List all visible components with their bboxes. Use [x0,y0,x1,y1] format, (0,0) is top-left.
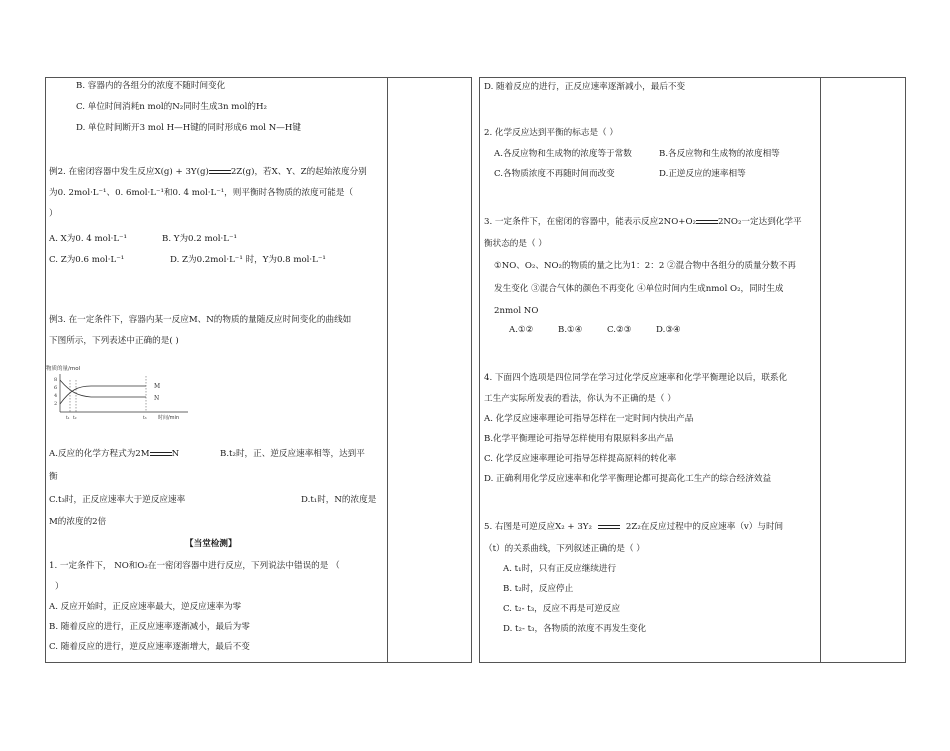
graph-ytick: 2 [54,401,58,407]
left-line: B. 容器内的各组分的浓度不随时间变化 [76,81,226,91]
q3-option-d: D.③④ [656,325,681,335]
left-line: B. 随着反应的进行，正反应速率逐渐减小，最后为零 [49,622,250,632]
equilibrium-arrow-icon [209,169,231,175]
example3-option-d: D.t₁时，N的浓度是 [301,495,377,505]
right-column-divider [820,77,821,663]
mn-time-graph [46,362,196,424]
graph-xtick: t₁ [66,416,70,421]
equilibrium-arrow-icon [150,451,172,457]
q5-text: 5. 右图是可逆反应X₂ + 3Y₂ [484,522,592,532]
left-line: D. 单位时间断开3 mol H—H键的同时形成6 mol N—H键 [76,123,301,133]
equilibrium-arrow-icon [696,219,718,225]
graph-series-m: M [154,383,161,390]
graph-xtick: t₂ [73,416,77,421]
example2-line [49,166,367,178]
example3-option-b: B.t₂时，正、逆反应速率相等，达到平 [220,449,365,459]
left-line: ） [49,209,58,219]
right-line: 工生产实际所发表的看法，你认为不正确的是（ ） [484,394,676,404]
right-line: D. 正确利用化学反应速率和化学平衡理论都可提高化工生产的综合经济效益 [484,474,772,484]
q3-line [484,216,802,228]
q2-option-c: C.各物质浓度不再随时间而改变 [494,169,615,179]
graph-xtick: t₃ [143,416,147,421]
q2-option-d: D.正逆反应的速率相等 [659,169,746,179]
left-line: 衡 [49,472,58,482]
right-line: 4. 下面四个选项是四位同学在学习过化学反应速率和化学平衡理论以后，联系化 [484,373,788,383]
left-line: 为0. 2mol·L⁻¹、0. 6mol·L⁻¹和0. 4 mol·L⁻¹，则平衡时各物质的浓度可能是（ [49,188,354,198]
q5-line [484,521,783,533]
graph-ylabel: 物质的量/mol [46,366,81,372]
graph-ytick: 4 [54,393,58,399]
option-a-text-b: N [171,449,180,459]
option-a: A. X为0. 4 mol·L⁻¹ [49,234,128,244]
example2-text: 例2. 在密闭容器中发生反应X(g) + 3Y(g) [49,167,209,177]
left-line: 1. 一定条件下， NO和O₂在一密闭容器中进行反应，下列说法中错误的是 （ [49,561,340,571]
right-line: （t）的关系曲线，下列叙述正确的是（ ） [484,544,645,554]
left-line: ） [55,582,64,592]
right-line: A. 化学反应速率理论可指导怎样在一定时间内快出产品 [484,414,694,424]
q5-option-c: C. t₂- t₃，反应不再是可逆反应 [503,604,621,614]
curve-m [60,386,146,404]
right-line: 2. 化学反应达到平衡的标志是（ ） [484,128,618,138]
section-heading: 【当堂检测】 [185,539,237,549]
right-line: 发生变化 ③混合气体的颜色不再变化 ④单位时间内生成nmol O₂，同时生成 [494,284,784,294]
q3-option-b: B.①④ [558,325,583,335]
q3-option-c: C.②③ [607,325,632,335]
left-line: 下图所示，下列表述中正确的是( ) [49,336,179,346]
q3-option-a: A.①② [509,325,534,335]
right-line: ①NO、O₂、NO₂的物质的量之比为1：2：2 ②混合物中各组分的质量分数不再 [494,261,796,271]
graph-series-n: N [154,395,160,402]
left-line: C. 随着反应的进行，逆反应速率逐渐增大，最后不变 [49,642,250,652]
graph-xlabel: 时间/min [158,415,180,421]
equilibrium-arrow-icon [598,524,620,530]
right-line: 衡状态的是（ ） [484,239,547,249]
q5-option-b: B. t₂时，反应停止 [503,584,574,594]
graph-ytick: 6 [54,385,58,391]
left-line: A. 反应开始时，正反应速率最大，逆反应速率为零 [49,602,242,612]
option-a-text: A.反应的化学方程式为2M [49,449,150,459]
right-line: D. 随着反应的进行，正反应速率逐渐减小，最后不变 [484,82,686,92]
q3-text: 3. 一定条件下，在密闭的容器中，能表示反应2NO+O₂ [484,217,696,227]
q2-option-b: B.各反应物和生成物的浓度相等 [659,149,780,159]
q5-option-d: D. t₂- t₃，各物质的浓度不再发生变化 [503,624,647,634]
right-line: 2nmol NO [494,306,539,316]
q2-option-a: A.各反应物和生成物的浓度等于常数 [494,149,632,159]
q3-text-b: 2NO₂一定达到化学平 [717,217,802,227]
example2-text-b: 2Z(g)，若X、Y、Z的起始浓度分别 [230,167,367,177]
option-b: B. Y为0.2 mol·L⁻¹ [162,234,237,244]
left-line: C. 单位时间消耗n mol的N₂同时生成3n mol的H₂ [76,102,267,112]
q5-option-a: A. t₁时，只有正反应继续进行 [503,564,617,574]
option-d: D. Z为0.2mol·L⁻¹ 时，Y为0.8 mol·L⁻¹ [170,255,326,265]
left-line: 例3. 在一定条件下，容器内某一反应M、N的物质的量随反应时间变化的曲线如 [49,315,352,325]
example3-option-a [49,448,179,460]
curve-n [60,380,146,397]
graph-ytick: 8 [54,377,58,383]
option-c: C. Z为0.6 mol·L⁻¹ [49,255,125,265]
left-line: M的浓度的2倍 [49,517,107,527]
right-line: C. 化学反应速率理论可指导怎样提高原料的转化率 [484,454,677,464]
right-line: B.化学平衡理论可指导怎样使用有限原料多出产品 [484,434,674,444]
left-column-divider [387,77,388,663]
example3-option-c: C.t₃时，正反应速率大于逆反应速率 [49,495,186,505]
right-table-frame [479,77,906,663]
q5-text-b: 2Z₂在反应过程中的反应速率（v）与时间 [625,522,784,532]
